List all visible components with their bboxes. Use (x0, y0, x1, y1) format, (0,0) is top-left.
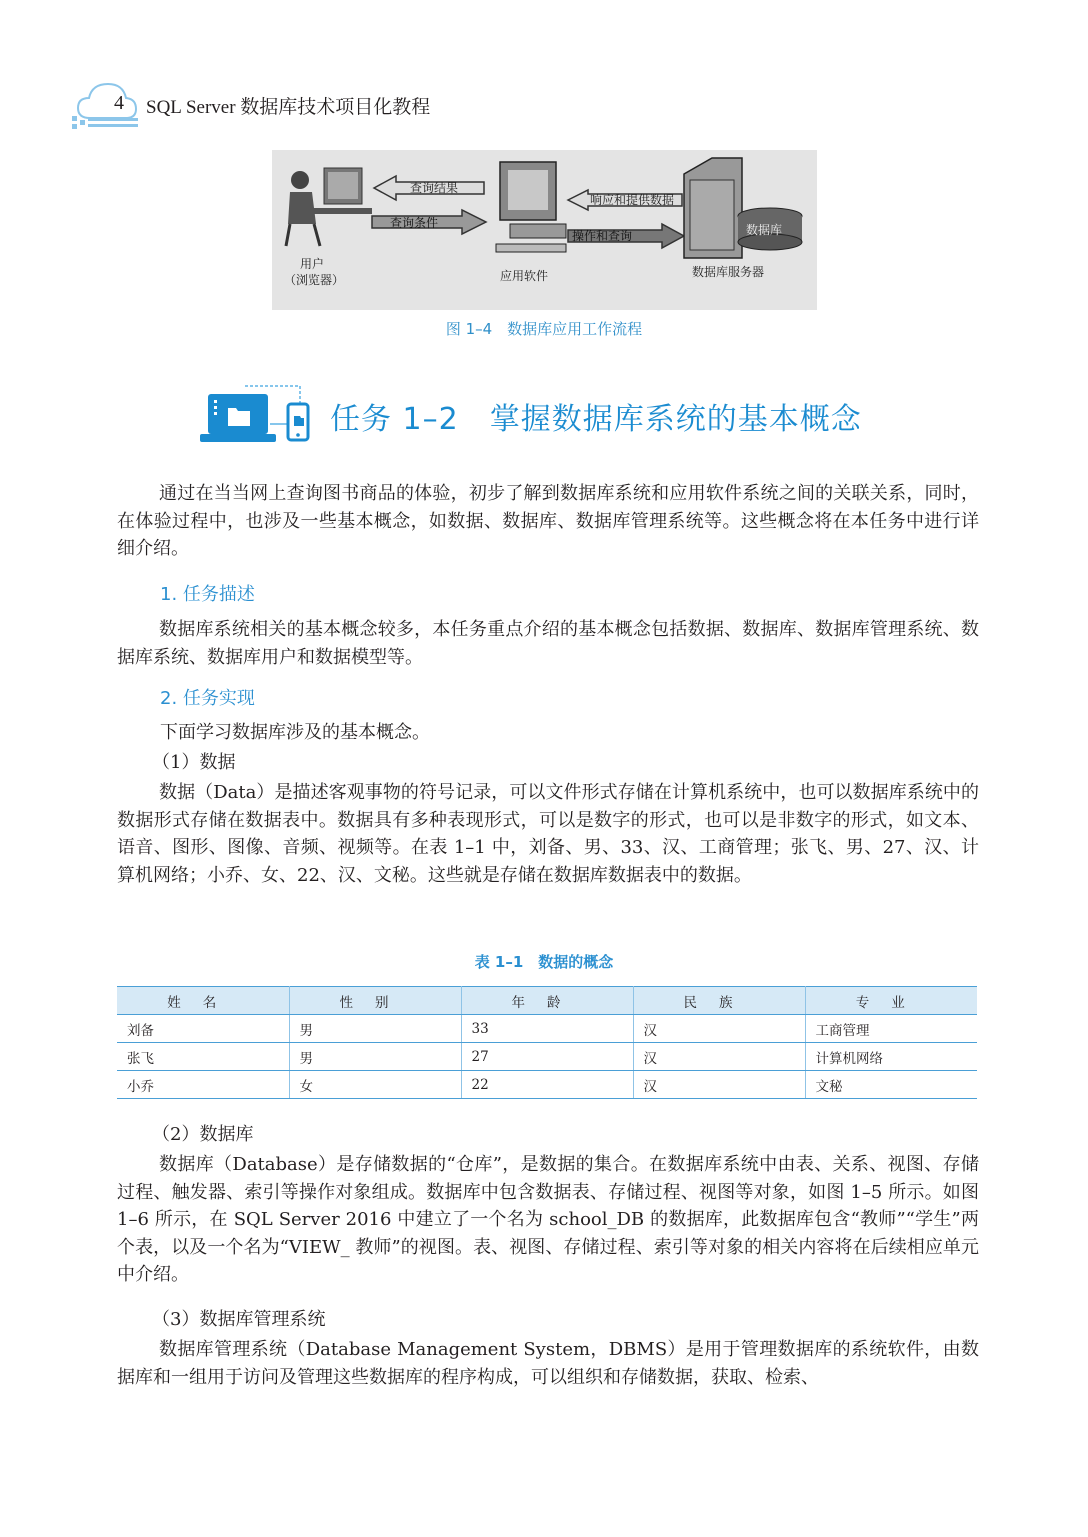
table-cell: 刘备 (117, 1015, 289, 1043)
figure-caption: 图 1–4 数据库应用工作流程 (445, 320, 643, 338)
task-title: 任务 1–2 掌握数据库系统的基本概念 (330, 402, 862, 437)
task-heading (200, 382, 920, 450)
figure-label-response: 响应和提供数据 (590, 193, 675, 207)
dbms-paragraph: 数据库管理系统（Database Management System，DBMS）是用于管理数据库的系统软件，由数据库和一组用于访问及管理这些数据库的程序构成，可以组织和存储数据，获取、检索、 (117, 1339, 979, 1388)
section-heading-implementation: 2. 任务实现 (160, 688, 255, 709)
table-cell: 22 (461, 1071, 633, 1099)
figure-label-database: 数据库 (746, 223, 783, 237)
figure-label-server: 数据库服务器 (692, 265, 765, 279)
laptop-phone-icon (200, 382, 325, 450)
figure-label-browser: （浏览器） (284, 273, 345, 287)
subheading-data: （1）数据 (152, 752, 236, 773)
table-cell: 工商管理 (805, 1015, 977, 1043)
figure-label-query-condition: 查询条件 (390, 216, 439, 230)
column-header: 年龄 (461, 987, 633, 1015)
table-cell: 张飞 (117, 1043, 289, 1071)
table-cell: 汉 (633, 1015, 805, 1043)
table-row (117, 1043, 977, 1071)
figure-label-user: 用户 (300, 257, 325, 271)
workflow-figure (272, 150, 817, 310)
page-number: 4 (114, 92, 124, 114)
table-cell: 小乔 (117, 1071, 289, 1099)
table-cell: 文秘 (805, 1071, 977, 1099)
figure-label-app: 应用软件 (500, 269, 549, 283)
database-paragraph: 数据库（Database）是存储数据的“仓库”，是数据的集合。在数据库系统中由表、关系、视图、存储过程、触发器、索引等操作对象组成。数据库中包含数据表、存储过程、视图等对象，如图 1–5 所示。如图 1–6 所示，在 SQL Server 2016 中建立了一个名为 school_DB 的数据库，此数据库包含“教师”“学生”两个表，以及一个名为“VIEW_ 教师”的视图。表、视图、存储过程、索引等对象的相关内容将在后续相应单元中介绍。 (117, 1154, 979, 1285)
table-cell: 汉 (633, 1071, 805, 1099)
page-header (70, 78, 490, 134)
figure-label-operate: 操作和查询 (572, 229, 633, 243)
table-row (117, 1071, 977, 1099)
table-cell: 男 (289, 1015, 461, 1043)
implementation-intro: 下面学习数据库涉及的基本概念。 (160, 722, 430, 743)
table-cell: 计算机网络 (805, 1043, 977, 1071)
column-header: 姓名 (117, 987, 289, 1015)
table-cell: 33 (461, 1015, 633, 1043)
intro-paragraph: 通过在当当网上查询图书商品的体验，初步了解到数据库系统和应用软件系统之间的关联关系，同时，在体验过程中，也涉及一些基本概念，如数据、数据库、数据库管理系统等。这些概念将在本任务中进行详细介绍。 (117, 483, 979, 559)
figure-label-query-result: 查询结果 (410, 181, 459, 195)
table-cell: 汉 (633, 1043, 805, 1071)
section-heading-description: 1. 任务描述 (160, 584, 255, 605)
table-header-row (117, 987, 977, 1015)
data-paragraph: 数据（Data）是描述客观事物的符号记录，可以文件形式存储在计算机系统中，也可以数据库系统中的数据形式存储在数据表中。数据具有多种表现形式，可以是数字的形式，也可以是非数字的形式，如文本、语音、图形、图像、音频、视频等。在表 1–1 中，刘备、男、33、汉、工商管理；张飞、男、27、汉、计算机网络；小乔、女、22、汉、文秘。这些就是存储在数据库数据表中的数据。 (117, 782, 979, 886)
data-concept-table (117, 986, 977, 1099)
column-header: 专业 (805, 987, 977, 1015)
table-caption: 表 1–1 数据的概念 (474, 953, 614, 971)
column-header: 性别 (289, 987, 461, 1015)
description-paragraph: 数据库系统相关的基本概念较多，本任务重点介绍的基本概念包括数据、数据库、数据库管理系统、数据库系统、数据库用户和数据模型等。 (117, 619, 979, 668)
subheading-dbms: （3）数据库管理系统 (152, 1309, 326, 1330)
table-cell: 27 (461, 1043, 633, 1071)
table-cell: 女 (289, 1071, 461, 1099)
table-cell: 男 (289, 1043, 461, 1071)
subheading-database: （2）数据库 (152, 1124, 254, 1145)
column-header: 民族 (633, 987, 805, 1015)
book-title: SQL Server 数据库技术项目化教程 (146, 97, 431, 118)
table-row (117, 1015, 977, 1043)
